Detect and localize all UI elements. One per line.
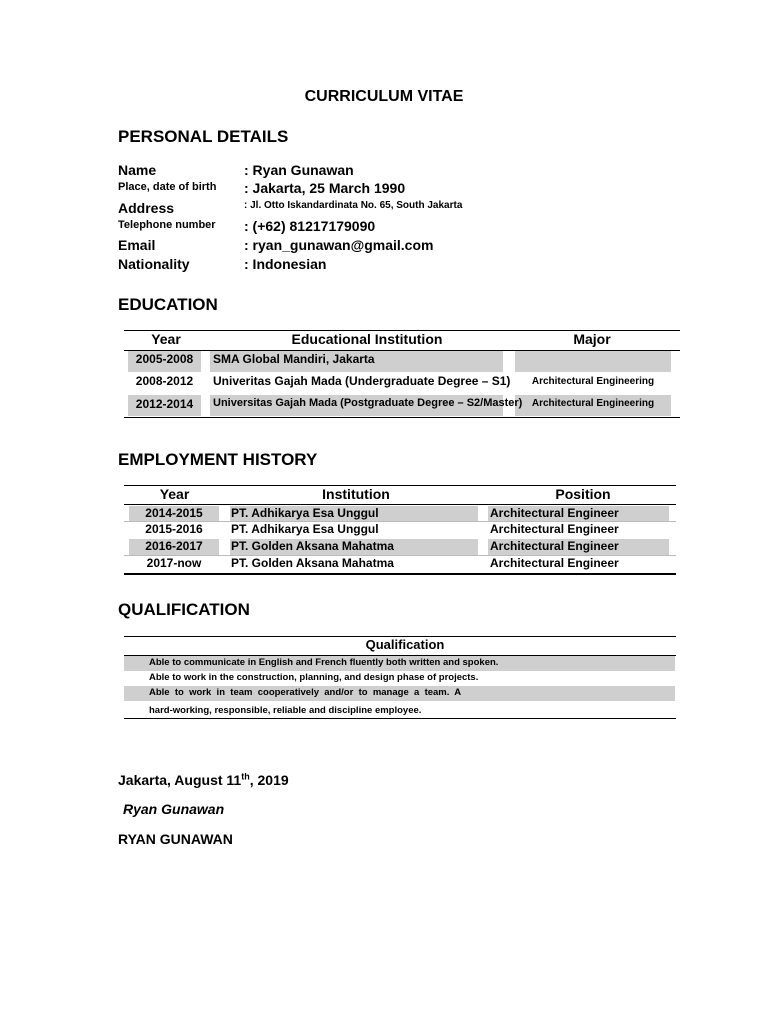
list-item: hard-working, responsible, reliable and discipline employee.: [149, 705, 422, 716]
edu-year: 2012-2014: [135, 397, 194, 411]
emp-position: Architectural Engineer: [490, 539, 619, 553]
edu-institution: Univeritas Gajah Mada (Undergraduate Degree – S1): [213, 374, 511, 388]
personal-details-heading: PERSONAL DETAILS: [118, 127, 289, 146]
edu-col-major: Major: [573, 331, 611, 347]
nationality-label: Nationality: [118, 256, 190, 272]
list-item: Able to work in the construction, planning, and design phase of projects.: [149, 672, 479, 683]
email-label: Email: [118, 237, 156, 253]
email-value: : ryan_gunawan@gmail.com: [244, 237, 434, 253]
list-item: Able to communicate in English and French fluently both written and spoken.: [149, 657, 499, 668]
emp-col-year: Year: [159, 486, 190, 502]
telephone-value: : (+62) 81217179090: [244, 218, 376, 234]
telephone-label: Telephone number: [118, 219, 216, 231]
place-date: [118, 772, 289, 788]
emp-year: 2014-2015: [145, 506, 203, 520]
place-date-ordinal: th: [241, 771, 250, 782]
edu-col-institution: Educational Institution: [291, 331, 443, 347]
emp-position: Architectural Engineer: [490, 506, 619, 520]
place-date-year: , 2019: [249, 772, 289, 788]
edu-institution: Universitas Gajah Mada (Postgraduate Degree – S2/Master): [213, 397, 523, 409]
emp-position: Architectural Engineer: [490, 556, 619, 570]
edu-col-year: Year: [151, 331, 181, 347]
name-value: : Ryan Gunawan: [244, 162, 354, 178]
emp-institution: PT. Golden Aksana Mahatma: [231, 556, 394, 570]
emp-col-position: Position: [555, 486, 611, 502]
document-title: CURRICULUM VITAE: [304, 88, 464, 105]
edu-year: 2008-2012: [135, 374, 194, 388]
emp-year: 2017-now: [146, 556, 202, 570]
emp-institution: PT. Adhikarya Esa Unggul: [231, 522, 379, 536]
printed-name: RYAN GUNAWAN: [118, 831, 233, 847]
signature-name: Ryan Gunawan: [123, 801, 225, 817]
nationality-value: : Indonesian: [244, 256, 327, 272]
edu-major: Architectural Engineering: [531, 376, 655, 387]
emp-year: 2016-2017: [145, 539, 203, 553]
birth-label: Place, date of birth: [118, 181, 217, 193]
emp-year: 2015-2016: [145, 522, 203, 536]
edu-major: Architectural Engineering: [531, 398, 655, 409]
list-item: Able to work in team cooperatively and/or to manage a team. A: [149, 687, 462, 698]
emp-col-institution: Institution: [322, 486, 390, 502]
employment-heading: EMPLOYMENT HISTORY: [118, 450, 318, 469]
birth-value: : Jakarta, 25 March 1990: [244, 180, 406, 196]
education-heading: EDUCATION: [118, 295, 218, 314]
edu-year: 2005-2008: [135, 352, 194, 366]
qual-col-qualification: Qualification: [365, 637, 445, 652]
address-value: : Jl. Otto Iskandardinata No. 65, South Jakarta: [244, 200, 463, 211]
edu-institution: SMA Global Mandiri, Jakarta: [213, 352, 375, 366]
name-label: Name: [118, 162, 157, 178]
emp-institution: PT. Adhikarya Esa Unggul: [231, 506, 379, 520]
emp-position: Architectural Engineer: [490, 522, 619, 536]
emp-institution: PT. Golden Aksana Mahatma: [231, 539, 394, 553]
place-date-text: Jakarta, August 11: [118, 772, 242, 788]
address-label: Address: [118, 200, 175, 216]
qualification-heading: QUALIFICATION: [118, 600, 250, 619]
